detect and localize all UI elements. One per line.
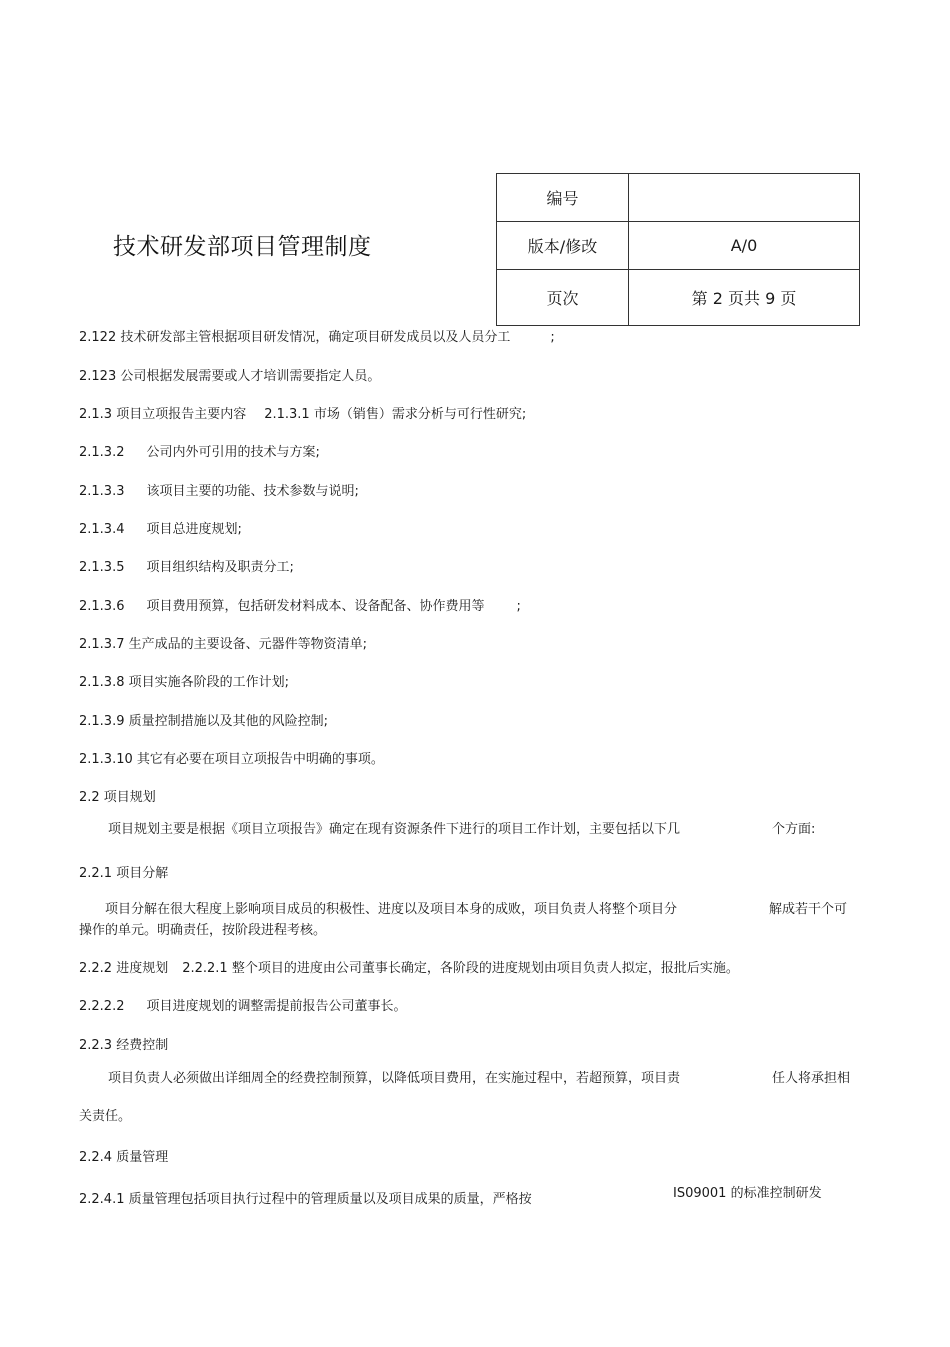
paragraph-cost-control-tail: 任人将承担相 (772, 1071, 851, 1086)
text: 2.1.3.1 市场（销售）需求分析与可行性研究; (264, 407, 527, 422)
text: 2.122 技术研发部主管根据项目研发情况，确定项目研发成员以及人员分工 (79, 330, 511, 345)
info-row-version (497, 222, 860, 270)
paragraph-2-1-3-10: 2.1.3.10 其它有必要在项目立项报告中明确的事项。 (79, 752, 384, 767)
paragraph-2-1-3-4 (79, 518, 242, 537)
info-value-number (629, 174, 860, 222)
text: 项目组织结构及职责分工; (146, 560, 294, 575)
document-info-table (496, 173, 860, 326)
paragraph-project-planning: 项目规划主要是根据《项目立项报告》确定在现有资源条件下进行的项目工作计划，主要包括以下几 (108, 822, 681, 837)
text: 2.2.2.1 整个项目的进度由公司董事长确定，各阶段的进度规划由项目负责人拟定，报批后实施。 (182, 961, 739, 976)
info-value-version: A/0 (629, 222, 860, 270)
paragraph-2-1-3-5 (79, 556, 294, 575)
text: 项目总进度规划; (146, 522, 242, 537)
text: 2.1.3.3 (79, 484, 125, 499)
paragraph-cost-control-cont: 关责任。 (79, 1109, 132, 1124)
paragraph-project-breakdown-cont: 操作的单元。明确责任，按阶段进程考核。 (79, 923, 327, 938)
text: 2.2.2 进度规划 (79, 961, 169, 976)
text: 项目进度规划的调整需提前报告公司董事长。 (146, 999, 407, 1014)
paragraph-2-1-3-2 (79, 441, 320, 460)
text: ; (550, 330, 555, 345)
paragraph-2-1-3 (79, 403, 526, 422)
info-key-number: 编号 (497, 174, 629, 222)
paragraph-2-122 (79, 326, 555, 345)
paragraph-2-2-4-1-tail: IS09001 的标准控制研发 (673, 1186, 822, 1201)
paragraph-2-2-2 (79, 957, 739, 976)
info-value-page: 第 2 页共 9 页 (629, 270, 860, 326)
info-key-page: 页次 (497, 270, 629, 326)
text: 2.1.3.4 (79, 522, 125, 537)
document-title: 技术研发部项目管理制度 (113, 234, 372, 260)
paragraph-2-123: 2.123 公司根据发展需要或人才培训需要指定人员。 (79, 369, 381, 384)
paragraph-2-2-2-2 (79, 995, 407, 1014)
paragraph-2-1-3-6 (79, 595, 521, 614)
paragraph-2-1-3-8: 2.1.3.8 项目实施各阶段的工作计划; (79, 675, 289, 690)
text: 2.1.3 项目立项报告主要内容 (79, 407, 247, 422)
paragraph-2-1-3-3 (79, 480, 359, 499)
info-row-number (497, 174, 860, 222)
paragraph-2-1-3-9: 2.1.3.9 质量控制措施以及其他的风险控制; (79, 714, 328, 729)
info-key-version: 版本/修改 (497, 222, 629, 270)
text: 2.1.3.2 (79, 445, 125, 460)
text: 该项目主要的功能、技术参数与说明; (146, 484, 359, 499)
text: 项目费用预算，包括研发材料成本、设备配备、协作费用等 (146, 599, 485, 614)
paragraph-2-1-3-7: 2.1.3.7 生产成品的主要设备、元器件等物资清单; (79, 637, 367, 652)
text: 2.1.3.6 (79, 599, 125, 614)
text: 公司内外可引用的技术与方案; (146, 445, 320, 460)
heading-2-2: 2.2 项目规划 (79, 790, 156, 805)
paragraph-2-2-4-1: 2.2.4.1 质量管理包括项目执行过程中的管理质量以及项目成果的质量，严格按 (79, 1192, 532, 1207)
heading-2-2-4: 2.2.4 质量管理 (79, 1150, 169, 1165)
paragraph-cost-control: 项目负责人必须做出详细周全的经费控制预算，以降低项目费用，在实施过程中，若超预算，项目责 (108, 1071, 681, 1086)
text: 2.2.2.2 (79, 999, 125, 1014)
text: ; (516, 599, 521, 614)
text: 2.1.3.5 (79, 560, 125, 575)
paragraph-project-planning-tail: 个方面: (772, 822, 816, 837)
paragraph-project-breakdown: 项目分解在很大程度上影响项目成员的积极性、进度以及项目本身的成败，项目负责人将整个项目分 (105, 902, 678, 917)
heading-2-2-1: 2.2.1 项目分解 (79, 866, 169, 881)
info-row-page (497, 270, 860, 326)
paragraph-project-breakdown-tail: 解成若干个可 (769, 902, 848, 917)
heading-2-2-3: 2.2.3 经费控制 (79, 1038, 169, 1053)
